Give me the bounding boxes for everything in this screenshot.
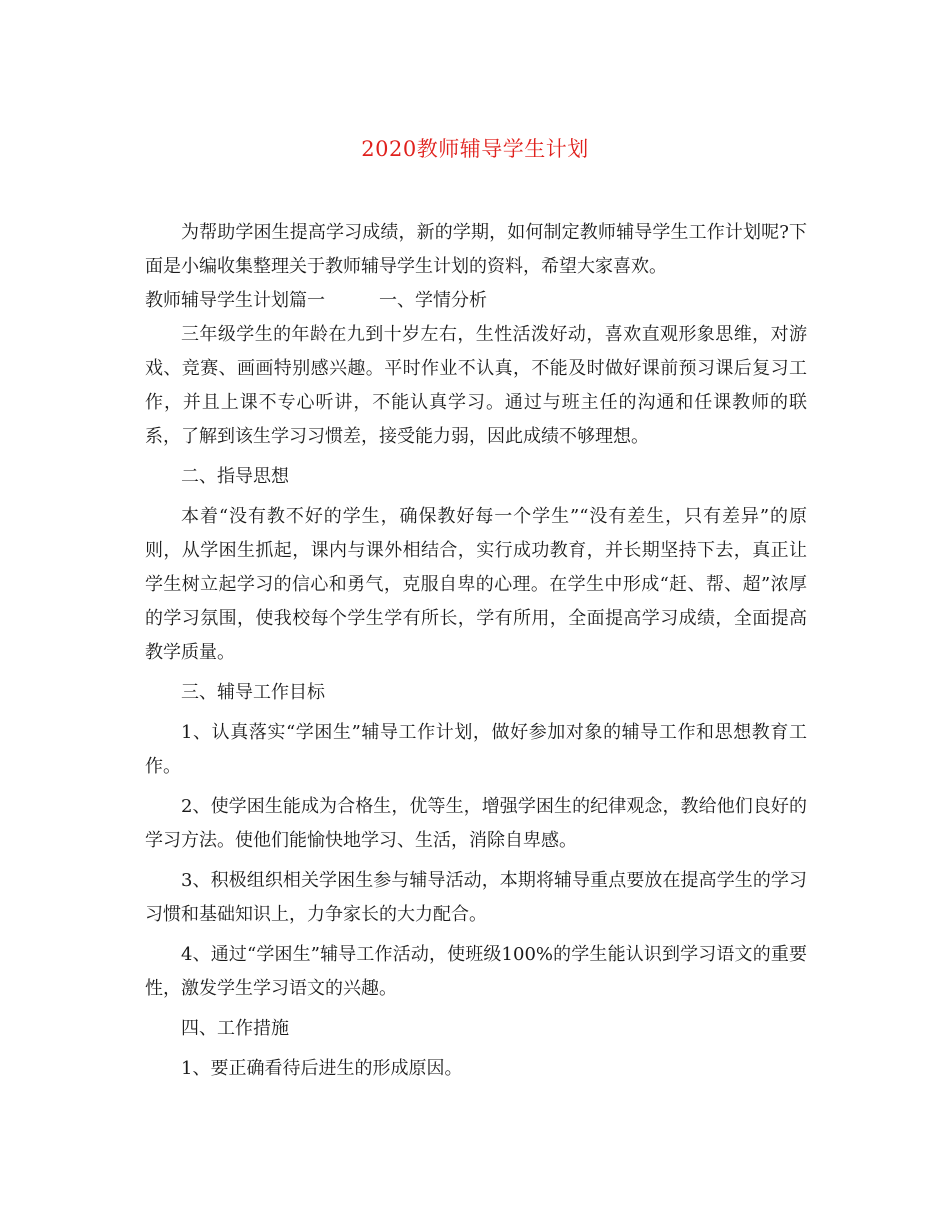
section2-heading: 二、指导思想: [181, 466, 289, 487]
document-title: 2020教师辅导学生计划: [361, 137, 589, 161]
part-label: 教师辅导学生计划篇一: [145, 290, 325, 311]
measure-item-1: 1、要正确看待后进生的形成原因。: [181, 1058, 463, 1079]
goal-item-2: 2、使学困生能成为合格生，优等生，增强学困生的纪律观念，教给他们良好的学习方法。使他们能愉快地学习、生活，消除自卑感。: [145, 796, 807, 851]
section1-heading: 一、学情分析: [379, 290, 487, 311]
goal-item-1: 1、认真落实“学困生”辅导工作计划，做好参加对象的辅导工作和思想教育工作。: [145, 722, 807, 777]
goal-item-3: 3、积极组织相关学困生参与辅导活动，本期将辅导重点要放在提高学生的学习习惯和基础知识上，力争家长的大力配合。: [145, 870, 807, 925]
goal-item-4: 4、通过“学困生”辅导工作活动，使班级100%的学生能认识到学习语文的重要性，激发学生学习语文的兴趣。: [145, 944, 807, 999]
document-body: [145, 216, 807, 1086]
section1-paragraph: 三年级学生的年龄在九到十岁左右，生性活泼好动，喜欢直观形象思维，对游戏、竞赛、画画特别感兴趣。平时作业不认真，不能及时做好课前预习课后复习工作，并且上课不专心听讲，不能认真学习。通过与班主任的沟通和任课教师的联系，了解到该生学习习惯差，接受能力弱，因此成绩不够理想。: [145, 324, 807, 447]
section2-paragraph: 本着“没有教不好的学生，确保教好每一个学生”“没有差生，只有差异”的原则，从学困生抓起，课内与课外相结合，实行成功教育，并长期坚持下去，真正让学生树立起学习的信心和勇气，克服自卑的心理。在学生中形成“赶、帮、超”浓厚的学习氛围，使我校每个学生学有所长，学有所用，全面提高学习成绩，全面提高教学质量。: [145, 506, 807, 663]
section3-heading: 三、辅导工作目标: [181, 682, 325, 703]
part-line: [145, 284, 807, 318]
intro-paragraph: 为帮助学困生提高学习成绩，新的学期，如何制定教师辅导学生工作计划呢?下面是小编收集整理关于教师辅导学生计划的资料，希望大家喜欢。: [145, 222, 807, 277]
section4-heading: 四、工作措施: [181, 1018, 289, 1039]
